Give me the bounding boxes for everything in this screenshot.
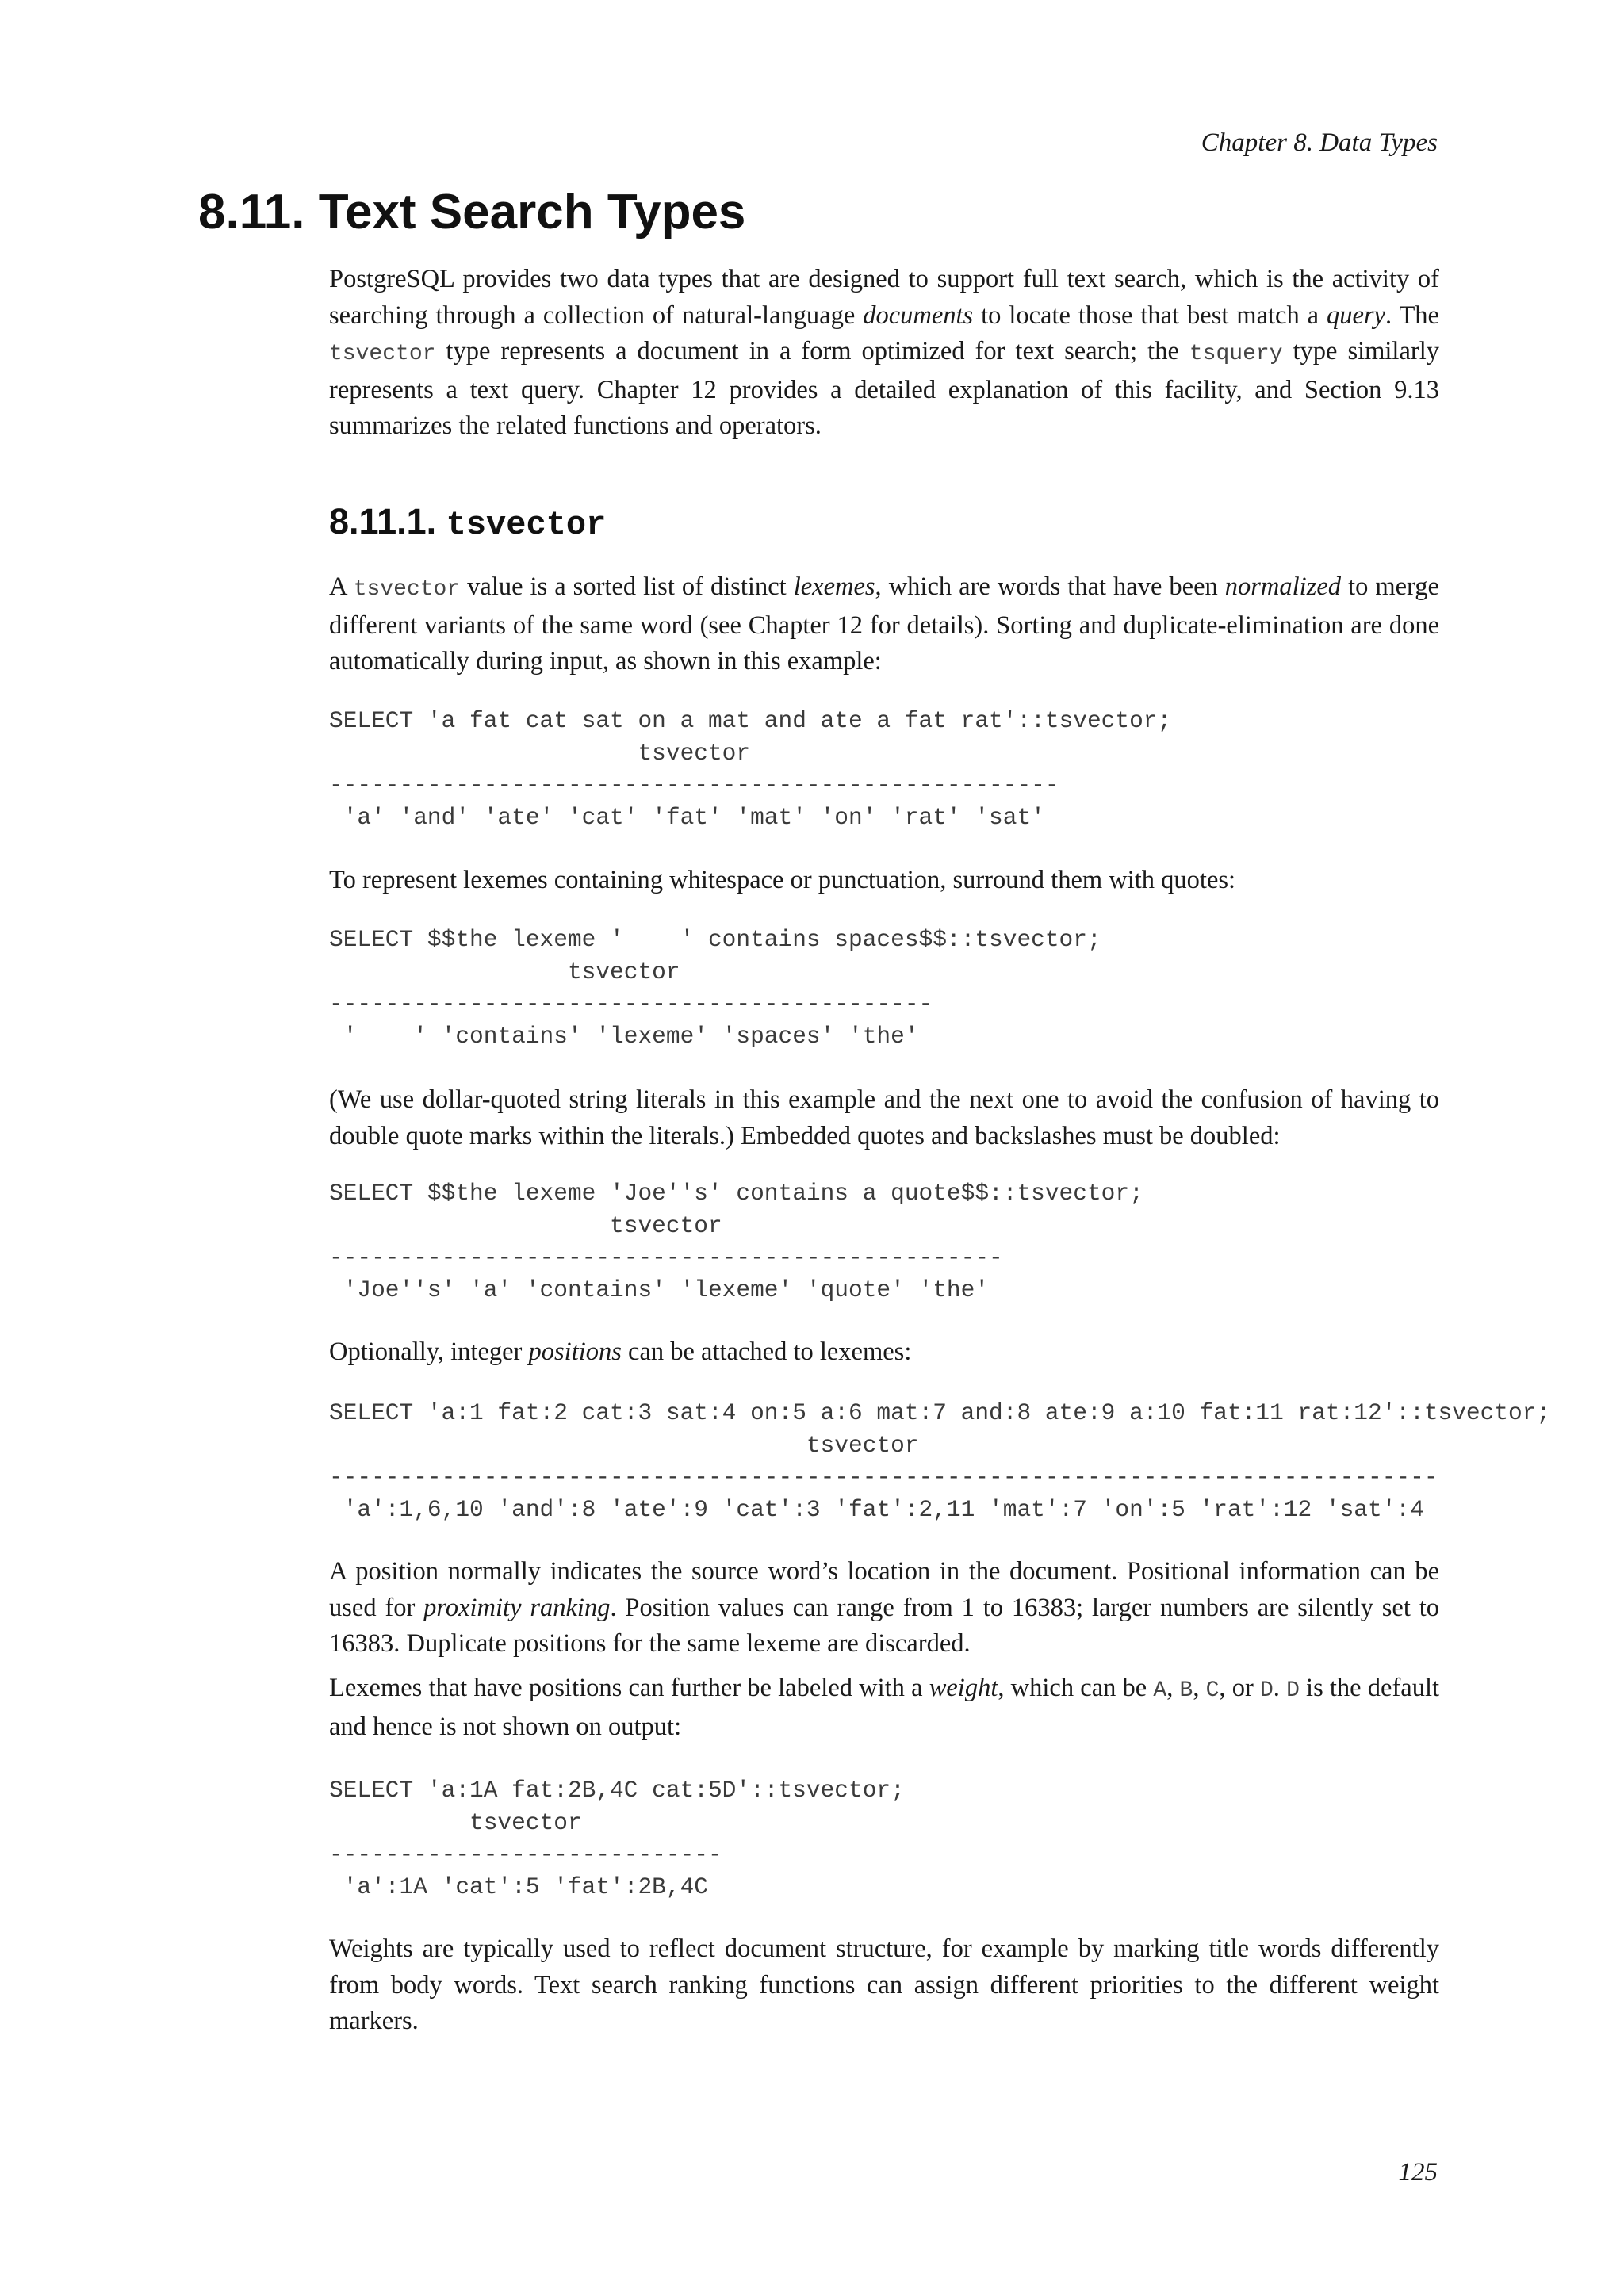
text-run: , or <box>1219 1674 1260 1702</box>
text-run: is the default and hence is not shown on output: <box>329 1674 1440 1741</box>
text-run: Lexemes that have positions can further be labeled with a <box>329 1674 929 1702</box>
emphasis: weight <box>929 1674 998 1702</box>
emphasis: query <box>1326 300 1385 330</box>
section-title: 8.11. Text Search Types <box>198 185 746 239</box>
inline-code: tsquery <box>1189 342 1283 366</box>
text-run: to merge different variants of the same word (see Chapter 12 for details). Sorting and duplicate-elimination are done automatically during input, as shown in this example: <box>329 572 1439 675</box>
paragraph-lexemes <box>329 569 1439 680</box>
code-example-basic: SELECT 'a fat cat sat on a mat and ate a fat rat'::tsvector; tsvector ---------------------------------------------------- 'a' 'and' 'ate' 'cat' 'fat' 'mat' 'on' 'rat' 'sat' <box>329 707 1172 831</box>
code-example-spaces: SELECT $$the lexeme ' ' contains spaces$$::tsvector; tsvector ------------------------------------------- ' ' 'contains' 'lexeme' 'spaces' 'the' <box>329 926 1101 1050</box>
inline-code: tsvector <box>353 577 461 602</box>
paragraph-weights <box>329 1670 1439 1745</box>
emphasis: normalized <box>1224 572 1342 601</box>
paragraph-positions <box>329 1554 1439 1663</box>
inline-code: B <box>1179 1678 1193 1703</box>
paragraph-positions-intro <box>329 1334 1439 1371</box>
intro-paragraph <box>329 262 1439 445</box>
text-run: A position normally indicates the source word’s location in the document. Positional information can be used for <box>329 1557 1439 1622</box>
paragraph-dollar-quoting: (We use dollar-quoted string literals in this example and the next one to avoid the confusion of having to double quote marks within the literals.) Embedded quotes and backslashes must be doubled: <box>329 1085 1439 1150</box>
page-number: 125 <box>1398 2158 1438 2187</box>
text-run: A <box>329 572 354 601</box>
inline-code: D <box>1286 1678 1300 1703</box>
emphasis: positions <box>528 1337 622 1366</box>
text-run: type represents a document in a form optimized for text search; the <box>435 337 1189 365</box>
inline-code: tsvector <box>329 342 436 366</box>
text-run: PostgreSQL provides two data types that are designed to support full text search, which is the activity of searching through a collection of natural-language <box>329 265 1439 330</box>
text-run: Optionally, integer <box>329 1337 529 1366</box>
paragraph-weight-usage: Weights are typically used to reflect document structure, for example by marking title words differently from body words. Text search ranking functions can assign different priorities to the different weight markers. <box>329 1934 1439 2035</box>
text-run: , <box>1166 1674 1180 1702</box>
text-run: . The <box>1385 300 1439 330</box>
text-run: value is a sorted list of distinct <box>460 572 794 601</box>
subsection-title <box>329 499 606 547</box>
text-run: to locate those that best match a <box>973 300 1327 330</box>
code-example-weights: SELECT 'a:1A fat:2B,4C cat:5D'::tsvector; tsvector ---------------------------- 'a':1A 'cat':5 'fat':2B,4C <box>329 1777 905 1900</box>
text-run: . <box>1273 1674 1287 1702</box>
running-head: Chapter 8. Data Types <box>1201 128 1438 157</box>
paragraph-quotes: To represent lexemes containing whitespace or punctuation, surround them with quotes: <box>329 866 1236 894</box>
subsection-number: 8.11.1. <box>329 501 446 541</box>
text-run: . Position values can range from 1 to 16383; larger numbers are silently set to 16383. Duplicate positions for the same lexeme are discarded. <box>329 1593 1440 1658</box>
code-example-positions: SELECT 'a:1 fat:2 cat:3 sat:4 on:5 a:6 mat:7 and:8 ate:9 a:10 fat:11 rat:12'::tsvector; tsvector ------------------------------------------------------------------------------- 'a':1,6,10 'and':8 'ate':9 'cat':3 'fat':2,11 'mat':7 'on':5 'rat':12 'sat':4 <box>329 1399 1551 1523</box>
text-run: , which can be <box>998 1674 1154 1702</box>
inline-code: A <box>1153 1678 1167 1703</box>
emphasis: lexemes <box>793 572 875 601</box>
text-run: , which are words that have been <box>875 572 1225 601</box>
text-run: can be attached to lexemes: <box>621 1337 912 1366</box>
emphasis: documents <box>863 300 974 330</box>
code-example-escaped-quote: SELECT $$the lexeme 'Joe''s' contains a quote$$::tsvector; tsvector ------------------------------------------------ 'Joe''s' 'a' 'contains' 'lexeme' 'quote' 'the' <box>329 1180 1143 1303</box>
text-run: , <box>1193 1674 1206 1702</box>
inline-code: D <box>1259 1678 1274 1703</box>
emphasis: proximity ranking <box>423 1593 611 1622</box>
text-run: type similarly represents a text query. Chapter 12 provides a detailed explanation of this facility, and Section 9.13 summarizes the related functions and operators. <box>329 337 1439 440</box>
inline-code: C <box>1205 1678 1220 1703</box>
subsection-code: tsvector <box>446 506 607 544</box>
